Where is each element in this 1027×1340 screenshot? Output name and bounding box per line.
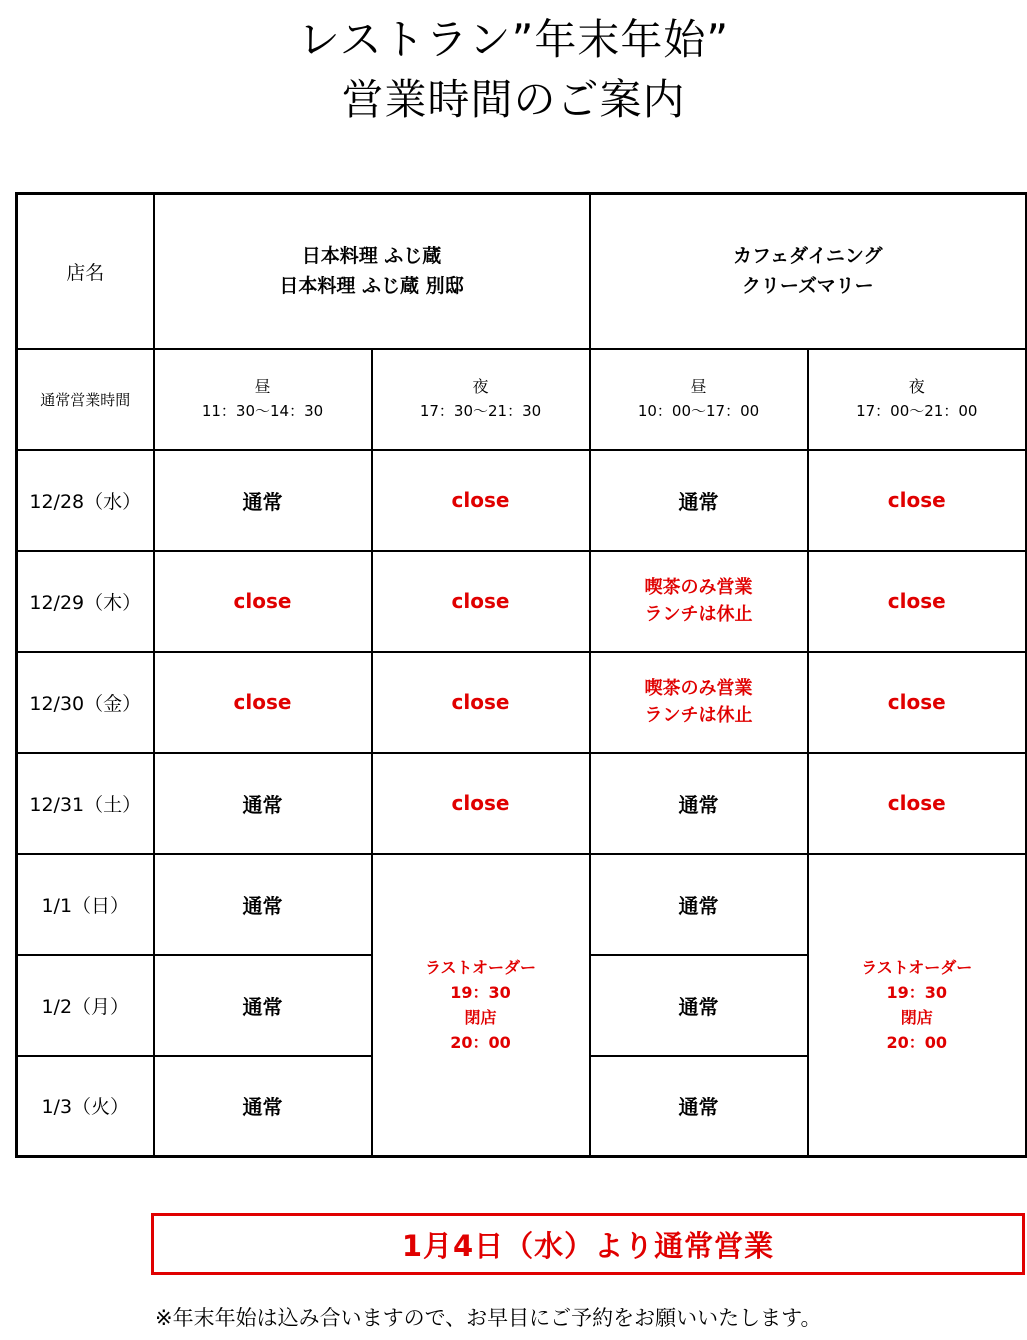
hours-schedule-table [15, 192, 1027, 1158]
date-label: 1/2（月） [41, 995, 130, 1018]
shop2-last-order-label: ラストオーダー [861, 957, 973, 977]
shop2-name-cell [590, 194, 1027, 349]
date-cell [17, 854, 154, 955]
status-close: close [451, 791, 510, 815]
shop1-name-cell [154, 194, 590, 349]
date-cell [17, 753, 154, 854]
shop2-dinner-hours-cell [808, 349, 1027, 450]
date-cell [17, 955, 154, 1056]
shop2-lunch-status [590, 450, 808, 551]
shop2-lunch-status [590, 1056, 808, 1157]
shop2-lunch-status [590, 955, 808, 1056]
shop2-lunch-status [590, 652, 808, 753]
shop2-dinner-status [808, 753, 1027, 854]
status-close: close [887, 791, 946, 815]
date-label: 12/29（木） [29, 591, 142, 614]
status-close: close [233, 589, 292, 613]
status-normal: 通常 [242, 893, 283, 918]
shop1-dinner-hours-cell [372, 349, 590, 450]
shop1-dinner-status [372, 753, 590, 854]
status-close: close [451, 488, 510, 512]
date-cell [17, 652, 154, 753]
status-normal: 通常 [242, 489, 283, 514]
status-normal: 通常 [242, 994, 283, 1019]
shop2-dinner-status [808, 551, 1027, 652]
shop2-lunch-name: 昼 [690, 377, 707, 396]
shop1-lunch-status [154, 854, 372, 955]
date-cell [17, 1056, 154, 1157]
shop1-lunch-name: 昼 [254, 377, 271, 396]
shop1-lunch-status [154, 955, 372, 1056]
status-close: close [887, 488, 946, 512]
shop2-last-order-time: 19：30 [886, 982, 948, 1002]
shop2-lunch-status [590, 753, 808, 854]
shop1-lunch-status [154, 551, 372, 652]
shop2-dinner-status [808, 652, 1027, 753]
date-cell [17, 450, 154, 551]
reservation-footnote: ※年末年始は込み合いますので、お早目にご予約をお願いいたします。 [155, 1306, 822, 1330]
shop1-name-line-1: 日本料理 ふじ蔵 [301, 245, 442, 268]
page-title-line-1: レストラン”年末年始” [297, 15, 730, 64]
status-normal: 通常 [678, 994, 719, 1019]
status-normal: 通常 [678, 792, 719, 817]
shop1-closing-label: 閉店 [464, 1007, 497, 1027]
shop2-lunch-status [590, 551, 808, 652]
shop1-name-line-2: 日本料理 ふじ蔵 別邸 [279, 275, 464, 298]
date-cell [17, 551, 154, 652]
date-label: 12/31（土） [29, 793, 142, 816]
shop1-dinner-name: 夜 [472, 377, 489, 396]
shop2-closing-label: 閉店 [900, 1007, 933, 1027]
shop-label-cell [17, 194, 154, 349]
shop-name-header-row [17, 194, 1027, 349]
table-row [17, 652, 1027, 753]
page-title-line-2: 営業時間のご案内 [341, 75, 686, 124]
table-row [17, 854, 1027, 955]
shop1-lunch-status [154, 753, 372, 854]
shop1-dinner-status [372, 450, 590, 551]
shop2-name-line-2: クリーズマリー [741, 275, 874, 298]
status-normal: 通常 [678, 489, 719, 514]
shop2-lunch-hours-cell [590, 349, 808, 450]
shop1-closing-time: 20：00 [450, 1032, 511, 1052]
shop2-lunch-time: 10：00〜17：00 [637, 402, 760, 420]
resume-notice-box [151, 1213, 1025, 1275]
shop2-name-line-1: カフェダイニング [733, 245, 883, 268]
status-normal: 通常 [242, 792, 283, 817]
regular-hours-label: 通常営業時間 [40, 390, 131, 409]
lunch-suspended-note: ランチは休止 [644, 705, 753, 726]
cafe-only-note: 喫茶のみ営業 [644, 678, 753, 699]
shop1-lunch-hours-cell [154, 349, 372, 450]
shop1-dinner-time: 17：30〜21：30 [419, 402, 542, 420]
date-label: 1/1（日） [41, 894, 130, 917]
shop2-closing-time: 20：00 [886, 1032, 948, 1052]
date-label: 12/30（金） [29, 692, 142, 715]
status-normal: 通常 [242, 1095, 283, 1120]
shop1-lunch-status [154, 450, 372, 551]
cafe-only-note: 喫茶のみ営業 [644, 577, 753, 598]
shop1-lunch-status [154, 1056, 372, 1157]
shop2-lunch-status [590, 854, 808, 955]
shop1-dinner-status [372, 551, 590, 652]
shop2-dinner-status [808, 450, 1027, 551]
status-normal: 通常 [678, 893, 719, 918]
table-row [17, 551, 1027, 652]
shop-label: 店名 [66, 261, 105, 284]
shop1-last-order-label: ラストオーダー [424, 957, 537, 977]
regular-hours-row [17, 349, 1027, 450]
lunch-suspended-note: ランチは休止 [644, 604, 753, 625]
date-label: 1/3（火） [41, 1096, 130, 1119]
shop1-lunch-time: 11：30〜14：30 [201, 402, 324, 420]
shop1-dinner-status [372, 652, 590, 753]
shop2-dinner-name: 夜 [908, 377, 925, 396]
shop1-new-year-dinner-cell [372, 854, 590, 1157]
regular-hours-label-cell [17, 349, 154, 450]
status-close: close [451, 589, 510, 613]
table-row [17, 450, 1027, 551]
status-normal: 通常 [678, 1095, 719, 1120]
shop2-new-year-dinner-cell [808, 854, 1027, 1157]
status-close: close [451, 690, 510, 714]
status-close: close [887, 589, 946, 613]
status-close: close [233, 690, 292, 714]
resume-notice-text: 1月4日（水）より通常営業 [401, 1228, 775, 1263]
shop1-lunch-status [154, 652, 372, 753]
shop1-last-order-time: 19：30 [450, 982, 511, 1002]
status-close: close [887, 690, 946, 714]
shop2-dinner-time: 17：00〜21：00 [856, 402, 978, 420]
table-row [17, 753, 1027, 854]
date-label: 12/28（水） [29, 490, 142, 513]
